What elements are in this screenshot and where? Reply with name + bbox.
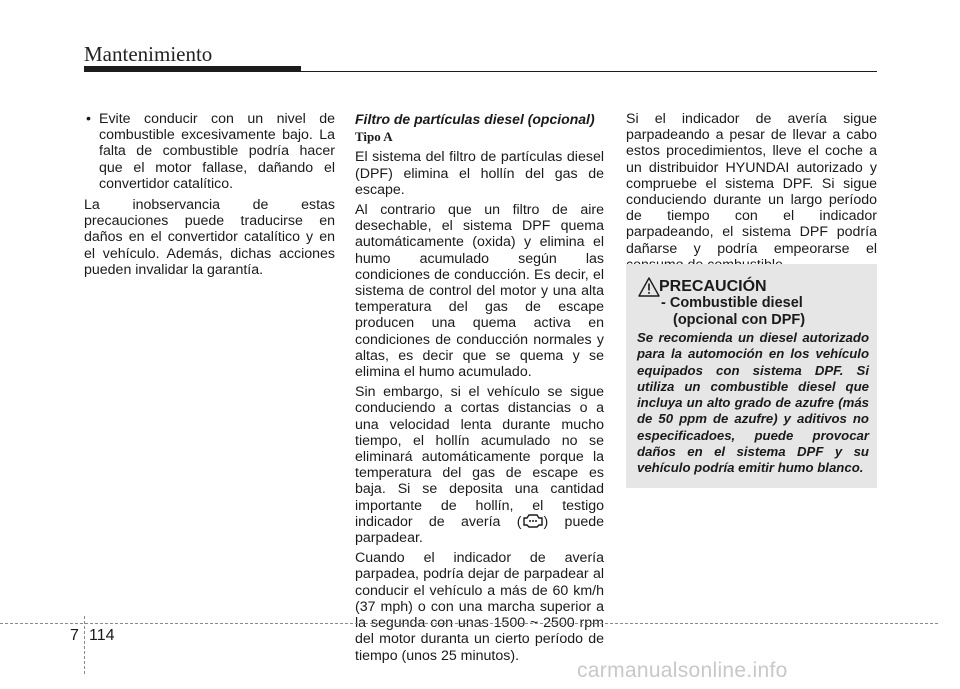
caution-body: Se recomienda un diesel autorizado para la automoción en los vehículo equipados con sistema DPF. Si utiliza un combustible diesel que incluya un alto grado de azufre (más de 50 ppm de azufre) y aditivos no especificadoes, puede provocar daños en el sistema DPF y su vehículo podría emitir humo blanco.	[637, 330, 869, 476]
page-number: 114	[89, 627, 115, 644]
header-rule-thick	[84, 66, 301, 72]
paragraph-dpf-soot-start: Sin embargo, si el vehículo se sigue conduciendo a cortas distancias o a una velocidad lenta durante mucho tiempo, el hollín acumulado no se eliminará automáticamente porque la temperatura del gas de escape es baja. Si se deposita una cantidad importante de hollín, el testigo indicador de avería (	[355, 384, 604, 530]
footer-divider	[0, 623, 938, 624]
page-header-title: Mantenimiento	[84, 42, 213, 66]
warning-triangle-icon	[638, 277, 660, 297]
header-rule-thin	[300, 71, 877, 72]
caution-box	[626, 264, 877, 488]
column-left	[84, 111, 335, 278]
chapter-number: 7	[70, 627, 79, 644]
column-middle	[355, 111, 604, 668]
watermark: carmanualsonline.info	[577, 659, 788, 682]
paragraph-dealer-check: Si el indicador de avería sigue parpadeando a pesar de llevar a cabo estos procedimientos, lleve el coche a un distribuidor HYUNDAI autorizado y compruebe el sistema DPF. Si sigue conduciendo durante un largo período de tiempo con el indicador parpadeando, el sistema DPF podría dañarse y podría empeorarse el	[626, 111, 877, 257]
caution-subtitle	[661, 295, 805, 329]
caution-subtitle-line2: (opcional con DPF)	[673, 312, 806, 328]
bullet-item	[84, 111, 335, 192]
paragraph-dpf-soot-end: ) puede parpadear.	[355, 513, 605, 547]
paragraph-dpf-soot	[355, 384, 604, 546]
bullet-marker: •	[86, 111, 91, 127]
paragraph-dpf-operation: Al contrario que un filtro de aire desechable, el sistema DPF quema automáticamente (oxida) y elimina el humo acumulado según las condiciones de conducción. Es decir, el sistema de control del motor y una alta temperatura del gas de escape producen una quema activa en condiciones de conducción normales y altas, es decir que se quema y se elimina el humo acumulado.	[355, 202, 604, 381]
subsection-title: Tipo A	[355, 129, 393, 145]
dpf-warning-icon	[522, 514, 544, 528]
paragraph-dpf-regeneration: Cuando el indicador de avería parpadea, podría dejar de parpadear al conducir el vehículo a más de 60 km/h (37 mph) o con una marcha superior a la segunda con unas 1500 ~ 2500 rpm del motor duranta un cierto período de tiempo (unos 25 minutos).	[355, 550, 604, 664]
column-right	[626, 111, 877, 273]
section-title: Filtro de partículas diesel (opcional)	[355, 111, 595, 127]
caution-title: PRECAUCIÓN	[659, 278, 767, 295]
bullet-text: Evite conducir con un nivel de combustible excesivamente bajo. La falta de combustible podría hacer que el motor fallase, dañando el convertidor catalítico.	[99, 111, 335, 192]
warning-paragraph: La inobservancia de estas precauciones puede traducirse en daños en el convertidor catalítico y en el vehículo. Además, dichas acciones pueden invalidar la garantía.	[84, 197, 335, 278]
caution-subtitle-line1: - Combustible diesel	[661, 295, 803, 311]
paragraph-dpf-intro: El sistema del filtro de partículas diesel (DPF) elimina el hollín del gas de escape.	[355, 149, 604, 198]
footer-vertical-divider	[84, 616, 85, 674]
